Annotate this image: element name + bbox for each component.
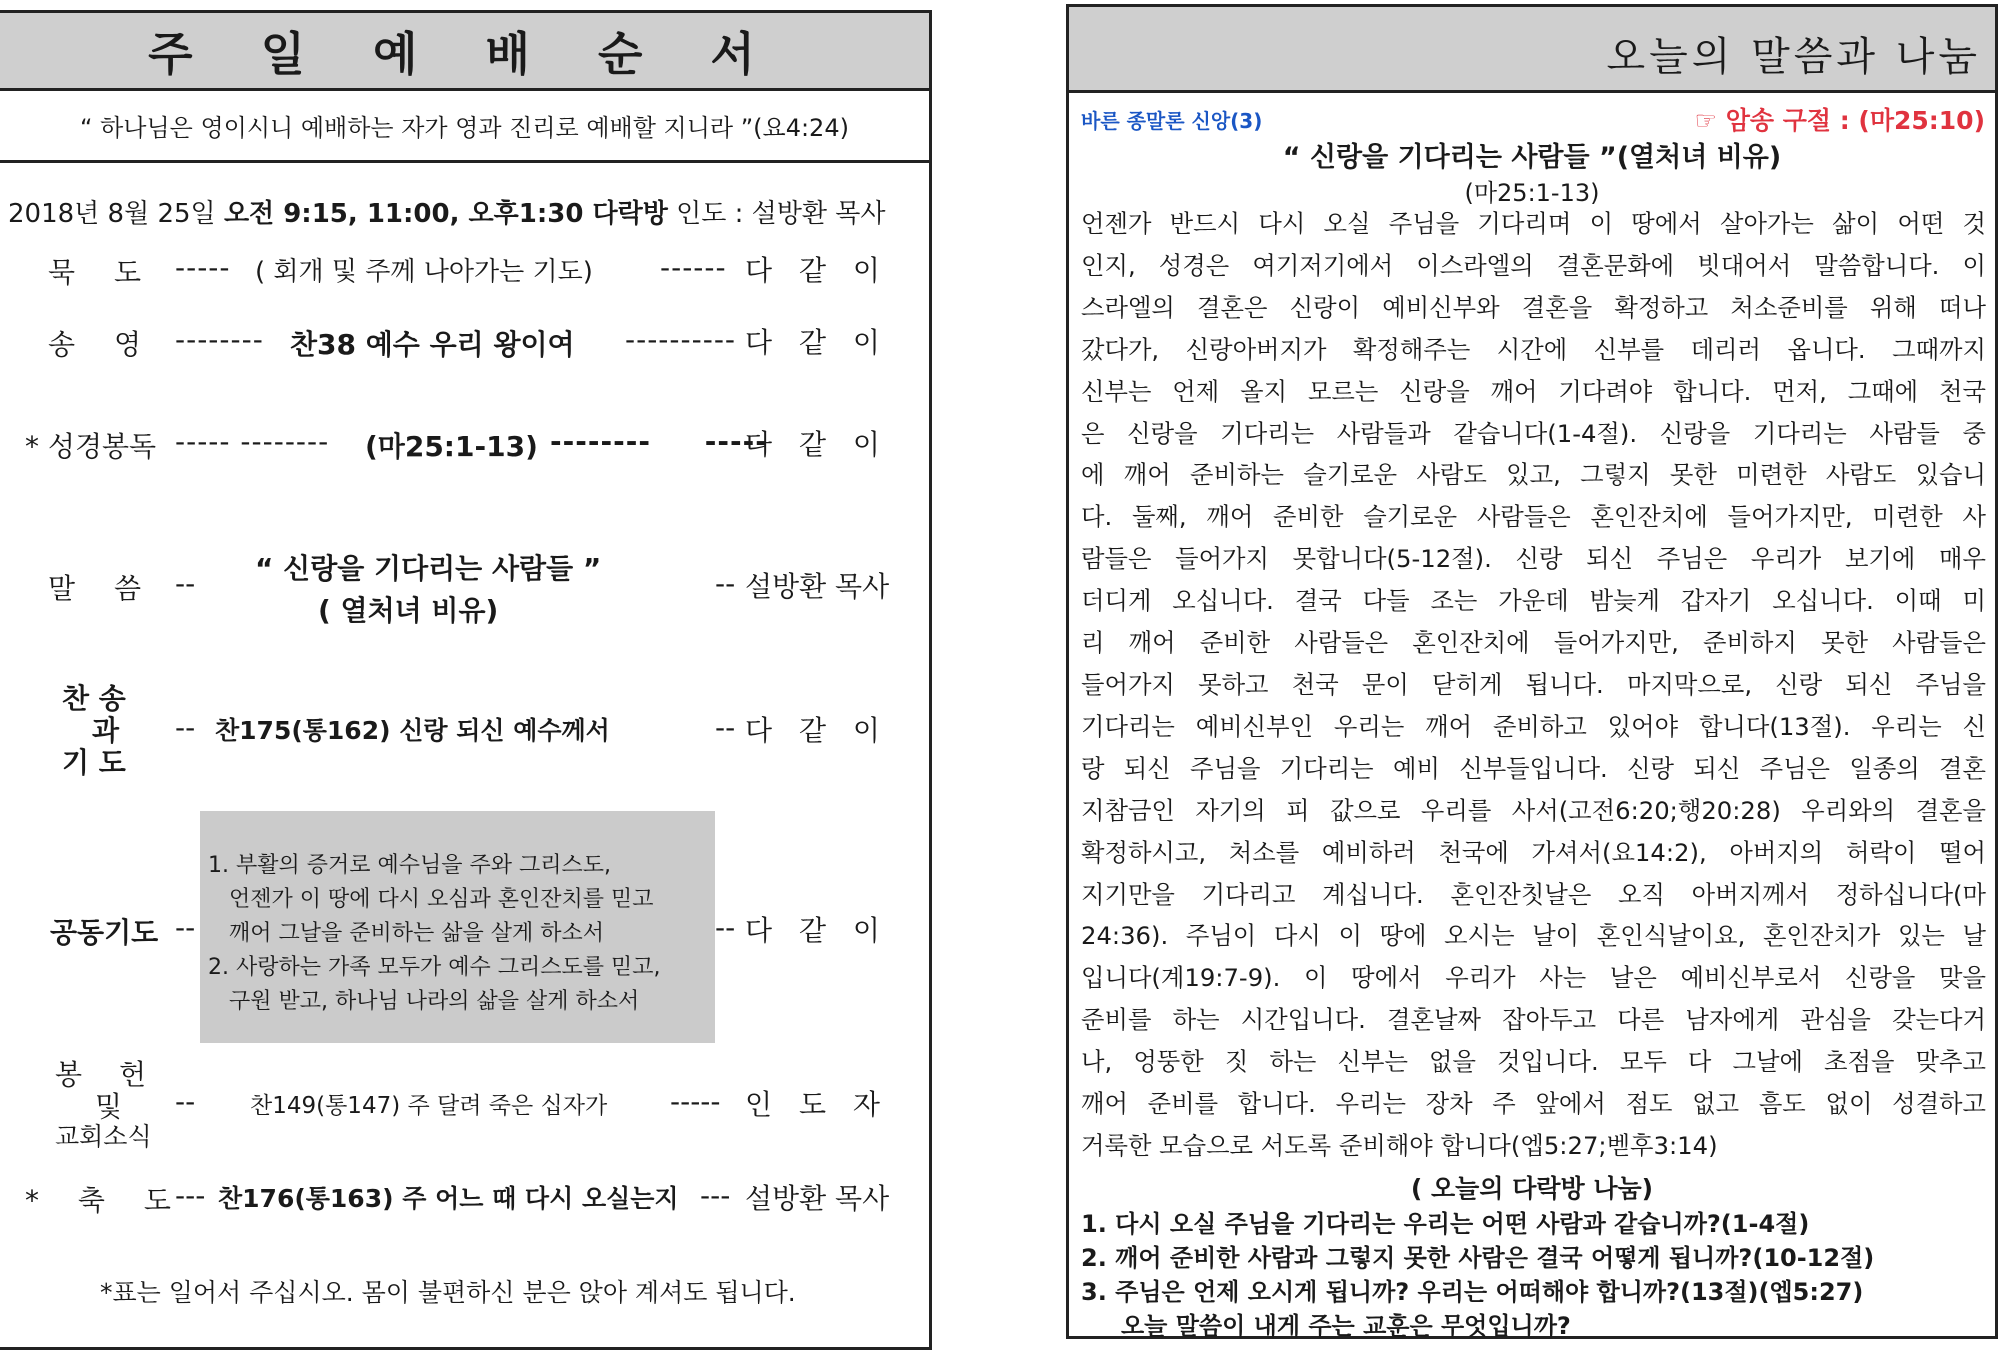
role-label-line1: 봉 헌 bbox=[55, 1058, 146, 1091]
service-date-line bbox=[8, 193, 885, 230]
body-line: 지기만을 기다리고 계십니다. 혼인잔칫날은 오직 아버지께서 정하십니다(마 bbox=[1081, 879, 1986, 909]
prayer-line: 깨어 그날을 준비하는 삶을 살게 하소서 bbox=[208, 921, 604, 946]
dash-separator: ---------- bbox=[625, 323, 737, 356]
body-line: 기다리는 예비신부인 우리는 깨어 준비하고 있어야 합니다(13절). 우리는 신 bbox=[1081, 711, 1986, 741]
row-content: ( 회개 및 주께 나아가는 기도) bbox=[255, 257, 593, 287]
dash-separator: --- bbox=[700, 1179, 731, 1212]
dash-separator: -- bbox=[175, 567, 196, 600]
body-line: 24:36). 주님이 다시 이 땅에 오시는 날이 혼인식날이요, 혼인잔치가 있는 날 bbox=[1081, 921, 1986, 951]
row-who: 다 같 이 bbox=[745, 714, 880, 747]
body-line: 갔다가, 신랑아버지가 확정해주는 시간에 신부를 데리러 옵니다. 그때까지 bbox=[1081, 334, 1986, 364]
dash-separator: ----- bbox=[175, 251, 231, 284]
body-line: 거룩한 모습으로 서도록 준비해야 합니다(엡5:27;벧후3:14) bbox=[1081, 1130, 1718, 1160]
body-line: 깨어 준비를 합니다. 우리는 장차 주 앞에서 점도 없고 흠도 없이 성결하고 bbox=[1081, 1089, 1986, 1119]
role-label-line3: 교회소식 bbox=[55, 1122, 152, 1151]
dash-separator: -------- bbox=[175, 323, 264, 356]
role-label: * 성경봉독 bbox=[25, 430, 157, 463]
role-label-line1: 찬 송 bbox=[62, 682, 126, 715]
share-section-title: ( 오늘의 다락방 나눔) bbox=[1410, 1174, 1654, 1203]
row-who: 설방환 목사 bbox=[745, 570, 890, 603]
service-leader: 인도 : 설방환 목사 bbox=[667, 199, 886, 229]
row-who: 다 같 이 bbox=[745, 914, 880, 947]
row-who: 인 도 자 bbox=[745, 1088, 880, 1121]
service-times: 오전 9:15, 11:00, 오후1:30 다락방 bbox=[223, 199, 668, 229]
row-content: 찬176(통163) 주 어느 때 다시 오실는지 bbox=[218, 1184, 679, 1213]
role-label-line3: 기 도 bbox=[62, 746, 126, 779]
dash-separator: -- bbox=[175, 911, 196, 944]
common-prayer-box bbox=[200, 811, 715, 1043]
dash-separator: --- bbox=[175, 1179, 206, 1212]
role-label: * 축 도 bbox=[25, 1184, 171, 1217]
body-line: 언젠가 반드시 다시 오실 주님을 기다리며 이 땅에서 살아가는 삶이 어떤 것 bbox=[1081, 209, 1986, 238]
service-date: 2018년 8월 25일 bbox=[8, 199, 224, 229]
discussion-questions bbox=[1081, 1207, 1874, 1343]
question-item: 오늘 말씀이 내게 주는 교훈은 무엇입니까? bbox=[1121, 1312, 1571, 1340]
role-label: 송 영 bbox=[48, 328, 141, 361]
body-line: 스라엘의 결혼은 신랑이 예비신부와 결혼을 확정하고 처소준비를 위해 떠나 bbox=[1081, 292, 1986, 322]
todays-word-panel bbox=[1066, 4, 1998, 1339]
footnote: *표는 일어서 주십시오. 몸이 불편하신 분은 앉아 계셔도 됩니다. bbox=[100, 1278, 796, 1307]
dash-separator: -- bbox=[715, 567, 736, 600]
role-label-line2: 및 bbox=[95, 1090, 123, 1123]
body-line: 나, 엉뚱한 짓 하는 신부는 없을 것입니다. 모두 다 그날에 초점을 맞추고 bbox=[1081, 1047, 1986, 1077]
role-label: 묵 도 bbox=[48, 256, 141, 289]
worship-order-body bbox=[0, 163, 929, 1343]
role-label: 말 씀 bbox=[48, 572, 141, 605]
role-label: 공동기도 bbox=[50, 916, 159, 949]
body-line: 준비를 하는 시간입니다. 결혼날짜 잡아두고 다른 남자에게 관심을 갖는다거 bbox=[1081, 1005, 1986, 1035]
dash-separator: ----- bbox=[670, 1085, 721, 1118]
dash-separator: -- bbox=[715, 711, 736, 744]
sermon-title: “ 신랑을 기다리는 사람들 ”(열처녀 비유) bbox=[1282, 142, 1782, 173]
body-line: 리 깨어 준비한 사람들은 혼인잔치에 들어가지만, 준비하지 못한 사람들은 bbox=[1081, 628, 1986, 658]
body-line: 입니다(계19:7-9). 이 땅에서 우리가 사는 날은 예비신부로서 신랑을 맞을 bbox=[1081, 963, 1986, 993]
sermon-title-line1: “ 신랑을 기다리는 사람들 ” bbox=[255, 552, 602, 585]
question-item: 2. 깨어 준비한 사람과 그렇지 못한 사람은 결국 어떻게 됩니까?(10-12절) bbox=[1081, 1244, 1875, 1272]
question-item: 1. 다시 오실 주님을 기다리는 우리는 어떤 사람과 같습니까?(1-4절) bbox=[1081, 1210, 1810, 1238]
row-content: (마25:1-13) bbox=[365, 430, 538, 463]
dash-separator: ----- -------- bbox=[175, 425, 330, 458]
body-line: 들어가지 못하고 천국 문이 닫히게 됩니다. 마지막으로, 신랑 되신 주님을 bbox=[1081, 669, 1986, 699]
row-who: 설방환 목사 bbox=[745, 1182, 890, 1215]
series-label: 바른 종말론 신앙(3) bbox=[1081, 109, 1263, 133]
dash-separator: -------- ----- bbox=[550, 425, 768, 458]
body-line: 지참금인 자기의 피 값으로 우리를 사서(고전6:20;행20:28) 우리와의 결혼을 bbox=[1081, 795, 1986, 825]
row-content: 찬38 예수 우리 왕이여 bbox=[290, 328, 575, 361]
dash-separator: -- bbox=[175, 1085, 196, 1118]
prayer-line: 1. 부활의 증거로 예수님을 주와 그리스도, bbox=[208, 853, 611, 878]
dash-separator: ------ bbox=[660, 251, 727, 284]
question-item: 3. 주님은 언제 오시게 됩니까? 우리는 어떠해야 합니까?(13절)(엡5:27) bbox=[1081, 1278, 1864, 1306]
worship-order-panel bbox=[0, 10, 932, 1350]
body-line: 은 신랑을 기다리는 사람들과 같습니다(1-4절). 신랑을 기다리는 사람들 중 bbox=[1081, 418, 1986, 448]
scripture-reference: (마25:1-13) bbox=[1464, 179, 1600, 207]
dash-separator: -- bbox=[175, 711, 196, 744]
prayer-line: 언젠가 이 땅에 다시 오심과 혼인잔치를 믿고 bbox=[208, 887, 654, 912]
dash-separator: -- bbox=[715, 911, 736, 944]
row-who: 다 같 이 bbox=[745, 254, 880, 287]
body-line: 랑 되신 주님을 기다리는 예비 신부들입니다. 신랑 되신 주님은 일종의 결혼 bbox=[1081, 753, 1986, 783]
row-who: 다 같 이 bbox=[745, 326, 880, 359]
body-line: 람들은 들어가지 못합니다(5-12절). 신랑 되신 주님은 우리가 보기에 매우 bbox=[1081, 544, 1986, 574]
body-line: 확정하시고, 처소를 예비하러 천국에 가셔서(요14:2), 아버지의 허락이 떨어 bbox=[1081, 837, 1986, 867]
body-line: 에 깨어 준비하는 슬기로운 사람도 있고, 그렇지 못한 미련한 사람도 있습니 bbox=[1081, 460, 1986, 490]
prayer-line: 구원 받고, 하나님 나라의 삶을 살게 하소서 bbox=[208, 989, 640, 1014]
sermon-title-line2: ( 열처녀 비유) bbox=[318, 594, 499, 627]
motto-verse: “ 하나님은 영이시니 예배하는 자가 영과 진리로 예배할 지니라 ”(요4:24) bbox=[0, 91, 929, 163]
worship-order-title: 주 일 예 배 순 서 bbox=[0, 13, 929, 91]
body-line: 다. 둘째, 깨어 준비한 슬기로운 사람들은 혼인잔치에 들어가지만, 미련한 사 bbox=[1081, 502, 1986, 532]
row-content: 찬175(통162) 신랑 되신 예수께서 bbox=[215, 716, 610, 745]
todays-word-header bbox=[1069, 7, 1995, 93]
todays-word-title: 오늘의 말씀과 나눔 bbox=[1606, 34, 1981, 80]
row-who: 다 같 이 bbox=[745, 428, 880, 461]
role-label-line2: 과 bbox=[92, 714, 120, 747]
body-line: 인지, 성경은 여기저기에서 이스라엘의 결혼문화에 빗대어서 말씀합니다. 이 bbox=[1081, 250, 1986, 280]
sermon-summary bbox=[1081, 203, 1986, 1167]
body-line: 더디게 오십니다. 결국 다들 조는 가운데 밤늦게 갑자기 오십니다. 이때 미 bbox=[1081, 586, 1986, 616]
memory-verse: ☞ 암송 구절 : (마25:10) bbox=[1694, 106, 1985, 135]
body-line: 신부는 언제 올지 모르는 신랑을 깨어 기다려야 합니다. 먼저, 그때에 천국 bbox=[1081, 376, 1986, 406]
prayer-line: 2. 사랑하는 가족 모두가 예수 그리스도를 믿고, bbox=[208, 955, 661, 980]
row-content: 찬149(통147) 주 달려 죽은 십자가 bbox=[250, 1093, 608, 1119]
